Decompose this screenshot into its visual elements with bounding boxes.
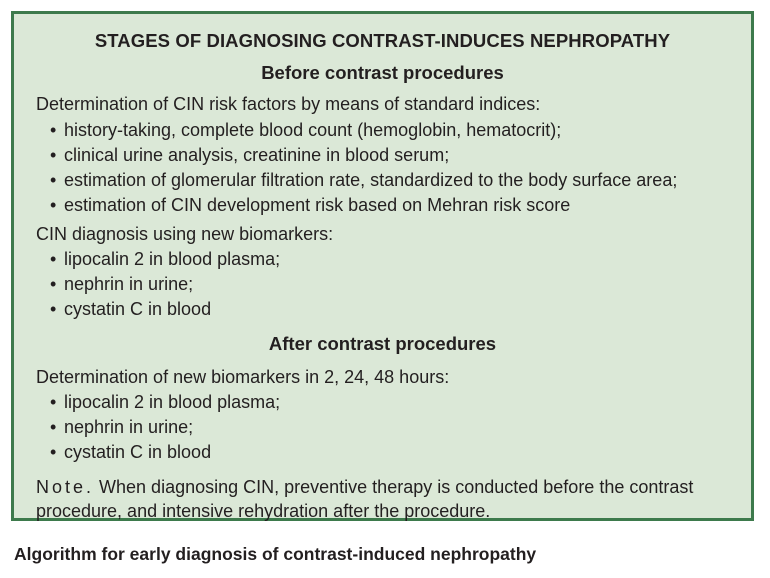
list-item: • lipocalin 2 in blood plasma; [50,392,281,412]
bullet-icon: • [50,195,57,215]
list-item: • nephrin in urine; [50,274,194,294]
new-biomarkers-intro: CIN diagnosis using new biomarkers: [36,224,334,244]
list-item: • estimation of CIN development risk based on Mehran risk score [50,195,571,215]
list-item: • cystatin C in blood [50,442,212,462]
bullet-icon: • [50,249,57,269]
bullet-icon: • [50,299,57,319]
after-intro: Determination of new biomarkers in 2, 24, 48 hours: [36,367,450,387]
bullet-icon: • [50,417,57,437]
risk-factors-intro: Determination of CIN risk factors by means of standard indices: [36,94,541,114]
list-item: • clinical urine analysis, creatinine in blood serum; [50,145,450,165]
bullet-icon: • [50,170,57,190]
note-label: Note. [36,477,95,497]
diagnosis-stages-box [11,11,754,521]
bullet-icon: • [50,392,57,412]
box-title: STAGES OF DIAGNOSING CONTRAST-INDUCES NEPHROPATHY [94,30,671,51]
bullet-icon: • [50,120,57,140]
note-text: When diagnosing CIN, preventive therapy is conducted before the contrast procedure, and intensive rehydration after the procedure. [36,477,694,521]
bullet-icon: • [50,442,57,462]
after-heading: After contrast procedures [268,333,497,354]
list-item: • cystatin C in blood [50,299,212,319]
list-item: • nephrin in urine; [50,417,194,437]
figure-caption: Algorithm for early diagnosis of contrast-induced nephropathy [14,544,537,564]
bullet-icon: • [50,145,57,165]
note-paragraph [36,475,726,523]
bullet-icon: • [50,274,57,294]
before-heading: Before contrast procedures [261,62,504,83]
list-item: • lipocalin 2 in blood plasma; [50,249,281,269]
list-item: • estimation of glomerular filtration rate, standardized to the body surface area; [50,170,678,190]
list-item: • history-taking, complete blood count (hemoglobin, hematocrit); [50,120,562,140]
